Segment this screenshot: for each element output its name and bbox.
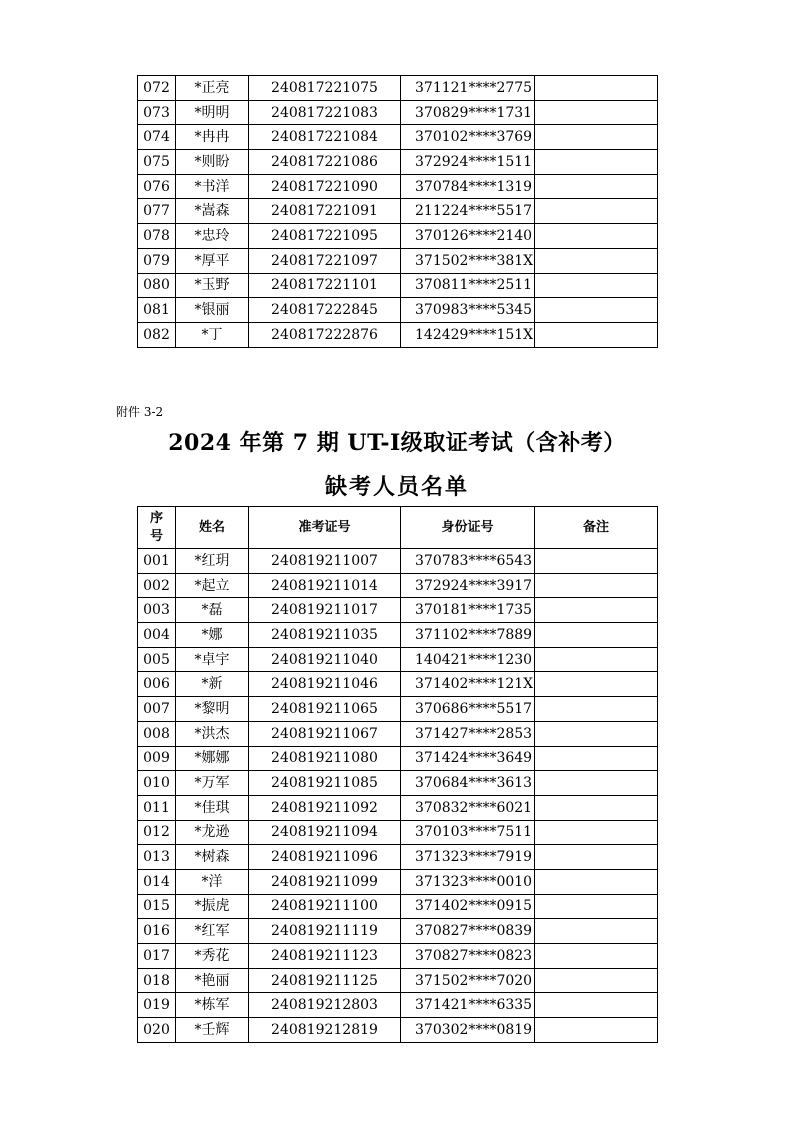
table-row bbox=[138, 968, 658, 993]
cell-id: 370181****1735 bbox=[401, 598, 535, 623]
cell-name: *新 bbox=[176, 672, 249, 697]
cell-ticket: 240817222845 bbox=[249, 298, 401, 323]
cell-name: *娜娜 bbox=[176, 746, 249, 771]
cell-ticket: 240817221101 bbox=[249, 273, 401, 298]
cell-name: *嵩森 bbox=[176, 199, 249, 224]
cell-note bbox=[535, 919, 658, 944]
cell-name: *栋军 bbox=[176, 993, 249, 1018]
cell-name: *则盼 bbox=[176, 150, 249, 175]
cell-id: 371121****2775 bbox=[401, 76, 535, 101]
cell-id: 372924****3917 bbox=[401, 573, 535, 598]
cell-ticket: 240819211080 bbox=[249, 746, 401, 771]
annex-label: 附件 3-2 bbox=[116, 405, 164, 419]
table-row bbox=[138, 298, 658, 323]
table-body bbox=[138, 549, 658, 1043]
absentee-table bbox=[137, 506, 658, 1043]
cell-note bbox=[535, 894, 658, 919]
table-row bbox=[138, 795, 658, 820]
table-row bbox=[138, 820, 658, 845]
cell-name: *黎明 bbox=[176, 697, 249, 722]
cell-note bbox=[535, 746, 658, 771]
table-row bbox=[138, 993, 658, 1018]
cell-ticket: 240817221083 bbox=[249, 100, 401, 125]
table-row bbox=[138, 174, 658, 199]
header-seq-bottom: 号 bbox=[149, 528, 163, 544]
cell-note bbox=[535, 248, 658, 273]
table-row bbox=[138, 549, 658, 574]
cell-note bbox=[535, 598, 658, 623]
cell-ticket: 240819211085 bbox=[249, 771, 401, 796]
table-row bbox=[138, 944, 658, 969]
cell-seq: 072 bbox=[138, 76, 176, 101]
table-body bbox=[138, 76, 658, 348]
cell-seq: 001 bbox=[138, 549, 176, 574]
cell-seq: 080 bbox=[138, 273, 176, 298]
cell-ticket: 240817221084 bbox=[249, 125, 401, 150]
cell-name: *洋 bbox=[176, 869, 249, 894]
cell-note bbox=[535, 1018, 658, 1043]
cell-id: 211224****5517 bbox=[401, 199, 535, 224]
cell-ticket: 240819211067 bbox=[249, 721, 401, 746]
cell-id: 371402****0915 bbox=[401, 894, 535, 919]
cell-seq: 073 bbox=[138, 100, 176, 125]
cell-ticket: 240819211065 bbox=[249, 697, 401, 722]
cell-seq: 076 bbox=[138, 174, 176, 199]
table-row bbox=[138, 76, 658, 101]
cell-id: 370684****3613 bbox=[401, 771, 535, 796]
cell-id: 370784****1319 bbox=[401, 174, 535, 199]
cell-note bbox=[535, 647, 658, 672]
cell-ticket: 240819211123 bbox=[249, 944, 401, 969]
table-row bbox=[138, 125, 658, 150]
cell-name: *红军 bbox=[176, 919, 249, 944]
cell-note bbox=[535, 76, 658, 101]
table-row bbox=[138, 647, 658, 672]
cell-note bbox=[535, 672, 658, 697]
table-row bbox=[138, 100, 658, 125]
cell-id: 370827****0839 bbox=[401, 919, 535, 944]
cell-note bbox=[535, 199, 658, 224]
cell-name: *磊 bbox=[176, 598, 249, 623]
cell-note bbox=[535, 968, 658, 993]
document-title: 2024 年第 7 期 UT-Ⅰ级取证考试（含补考） bbox=[168, 430, 626, 456]
cell-ticket: 240819211092 bbox=[249, 795, 401, 820]
cell-id: 370126****2140 bbox=[401, 224, 535, 249]
cell-id: 371424****3649 bbox=[401, 746, 535, 771]
cell-name: *龙逊 bbox=[176, 820, 249, 845]
cell-seq: 010 bbox=[138, 771, 176, 796]
cell-id: 370827****0823 bbox=[401, 944, 535, 969]
table-row bbox=[138, 273, 658, 298]
cell-ticket: 240817221097 bbox=[249, 248, 401, 273]
cell-note bbox=[535, 150, 658, 175]
cell-ticket: 240819211046 bbox=[249, 672, 401, 697]
cell-seq: 078 bbox=[138, 224, 176, 249]
cell-note bbox=[535, 993, 658, 1018]
cell-id: 370983****5345 bbox=[401, 298, 535, 323]
cell-seq: 013 bbox=[138, 845, 176, 870]
absentee-table-continued bbox=[137, 75, 658, 348]
cell-note bbox=[535, 573, 658, 598]
cell-name: *丁 bbox=[176, 322, 249, 347]
cell-name: *起立 bbox=[176, 573, 249, 598]
table-row bbox=[138, 845, 658, 870]
table-row bbox=[138, 672, 658, 697]
cell-name: *书洋 bbox=[176, 174, 249, 199]
cell-name: *银丽 bbox=[176, 298, 249, 323]
cell-seq: 020 bbox=[138, 1018, 176, 1043]
cell-ticket: 240819211100 bbox=[249, 894, 401, 919]
table-row bbox=[138, 199, 658, 224]
table-row bbox=[138, 623, 658, 648]
cell-ticket: 240817221086 bbox=[249, 150, 401, 175]
header-note: 备注 bbox=[535, 507, 658, 549]
cell-ticket: 240819211014 bbox=[249, 573, 401, 598]
cell-name: *万军 bbox=[176, 771, 249, 796]
cell-note bbox=[535, 820, 658, 845]
cell-ticket: 240819212819 bbox=[249, 1018, 401, 1043]
cell-note bbox=[535, 721, 658, 746]
table-header-row bbox=[138, 507, 658, 549]
cell-ticket: 240817221090 bbox=[249, 174, 401, 199]
table-row bbox=[138, 869, 658, 894]
cell-seq: 081 bbox=[138, 298, 176, 323]
cell-note bbox=[535, 549, 658, 574]
table-row bbox=[138, 224, 658, 249]
cell-seq: 012 bbox=[138, 820, 176, 845]
cell-ticket: 240819211099 bbox=[249, 869, 401, 894]
cell-name: *明明 bbox=[176, 100, 249, 125]
cell-seq: 006 bbox=[138, 672, 176, 697]
cell-name: *佳琪 bbox=[176, 795, 249, 820]
cell-ticket: 240819211125 bbox=[249, 968, 401, 993]
table-row bbox=[138, 697, 658, 722]
cell-ticket: 240819211035 bbox=[249, 623, 401, 648]
cell-ticket: 240819211096 bbox=[249, 845, 401, 870]
cell-ticket: 240817222876 bbox=[249, 322, 401, 347]
cell-id: 371323****7919 bbox=[401, 845, 535, 870]
cell-id: 371102****7889 bbox=[401, 623, 535, 648]
cell-id: 370829****1731 bbox=[401, 100, 535, 125]
cell-seq: 008 bbox=[138, 721, 176, 746]
cell-id: 140421****1230 bbox=[401, 647, 535, 672]
cell-seq: 018 bbox=[138, 968, 176, 993]
header-seq bbox=[138, 507, 176, 549]
cell-note bbox=[535, 771, 658, 796]
cell-id: 142429****151X bbox=[401, 322, 535, 347]
cell-seq: 011 bbox=[138, 795, 176, 820]
table-row bbox=[138, 598, 658, 623]
cell-id: 371502****7020 bbox=[401, 968, 535, 993]
cell-ticket: 240819211017 bbox=[249, 598, 401, 623]
cell-name: *冉冉 bbox=[176, 125, 249, 150]
cell-note bbox=[535, 100, 658, 125]
cell-seq: 015 bbox=[138, 894, 176, 919]
cell-note bbox=[535, 298, 658, 323]
cell-note bbox=[535, 322, 658, 347]
cell-ticket: 240819211094 bbox=[249, 820, 401, 845]
cell-ticket: 240817221075 bbox=[249, 76, 401, 101]
cell-id: 370103****7511 bbox=[401, 820, 535, 845]
cell-name: *艳丽 bbox=[176, 968, 249, 993]
table-row bbox=[138, 894, 658, 919]
cell-name: *秀花 bbox=[176, 944, 249, 969]
cell-seq: 082 bbox=[138, 322, 176, 347]
cell-name: *厚平 bbox=[176, 248, 249, 273]
table-row bbox=[138, 573, 658, 598]
cell-name: *卓宇 bbox=[176, 647, 249, 672]
cell-id: 371323****0010 bbox=[401, 869, 535, 894]
cell-name: *忠玲 bbox=[176, 224, 249, 249]
cell-name: *洪杰 bbox=[176, 721, 249, 746]
cell-id: 370811****2511 bbox=[401, 273, 535, 298]
cell-note bbox=[535, 623, 658, 648]
table-row bbox=[138, 746, 658, 771]
cell-seq: 079 bbox=[138, 248, 176, 273]
cell-note bbox=[535, 795, 658, 820]
cell-note bbox=[535, 845, 658, 870]
cell-id: 370302****0819 bbox=[401, 1018, 535, 1043]
cell-id: 371402****121X bbox=[401, 672, 535, 697]
table-row bbox=[138, 150, 658, 175]
cell-id: 370686****5517 bbox=[401, 697, 535, 722]
table-row bbox=[138, 721, 658, 746]
cell-seq: 017 bbox=[138, 944, 176, 969]
cell-name: *正亮 bbox=[176, 76, 249, 101]
cell-note bbox=[535, 174, 658, 199]
table-row bbox=[138, 1018, 658, 1043]
header-id: 身份证号 bbox=[401, 507, 535, 549]
cell-note bbox=[535, 273, 658, 298]
cell-seq: 003 bbox=[138, 598, 176, 623]
header-ticket: 准考证号 bbox=[249, 507, 401, 549]
cell-name: *树森 bbox=[176, 845, 249, 870]
cell-seq: 016 bbox=[138, 919, 176, 944]
header-name: 姓名 bbox=[176, 507, 249, 549]
table-row bbox=[138, 771, 658, 796]
cell-name: *娜 bbox=[176, 623, 249, 648]
header-seq-top: 序 bbox=[149, 510, 163, 526]
cell-ticket: 240819212803 bbox=[249, 993, 401, 1018]
cell-note bbox=[535, 125, 658, 150]
cell-ticket: 240819211119 bbox=[249, 919, 401, 944]
cell-seq: 004 bbox=[138, 623, 176, 648]
table-row bbox=[138, 322, 658, 347]
cell-name: *振虎 bbox=[176, 894, 249, 919]
cell-name: *玉野 bbox=[176, 273, 249, 298]
cell-seq: 075 bbox=[138, 150, 176, 175]
cell-note bbox=[535, 944, 658, 969]
cell-note bbox=[535, 697, 658, 722]
cell-note bbox=[535, 869, 658, 894]
cell-seq: 002 bbox=[138, 573, 176, 598]
cell-id: 371421****6335 bbox=[401, 993, 535, 1018]
cell-ticket: 240817221095 bbox=[249, 224, 401, 249]
cell-seq: 007 bbox=[138, 697, 176, 722]
cell-seq: 009 bbox=[138, 746, 176, 771]
cell-seq: 077 bbox=[138, 199, 176, 224]
cell-ticket: 240819211007 bbox=[249, 549, 401, 574]
cell-name: *壬辉 bbox=[176, 1018, 249, 1043]
cell-id: 370102****3769 bbox=[401, 125, 535, 150]
cell-id: 372924****1511 bbox=[401, 150, 535, 175]
cell-note bbox=[535, 224, 658, 249]
cell-name: *红玥 bbox=[176, 549, 249, 574]
cell-ticket: 240819211040 bbox=[249, 647, 401, 672]
document-subtitle: 缺考人员名单 bbox=[324, 474, 469, 500]
cell-ticket: 240817221091 bbox=[249, 199, 401, 224]
cell-id: 370832****6021 bbox=[401, 795, 535, 820]
cell-id: 371427****2853 bbox=[401, 721, 535, 746]
cell-id: 371502****381X bbox=[401, 248, 535, 273]
cell-seq: 005 bbox=[138, 647, 176, 672]
cell-seq: 074 bbox=[138, 125, 176, 150]
cell-seq: 014 bbox=[138, 869, 176, 894]
table-row bbox=[138, 919, 658, 944]
cell-seq: 019 bbox=[138, 993, 176, 1018]
table-row bbox=[138, 248, 658, 273]
cell-id: 370783****6543 bbox=[401, 549, 535, 574]
